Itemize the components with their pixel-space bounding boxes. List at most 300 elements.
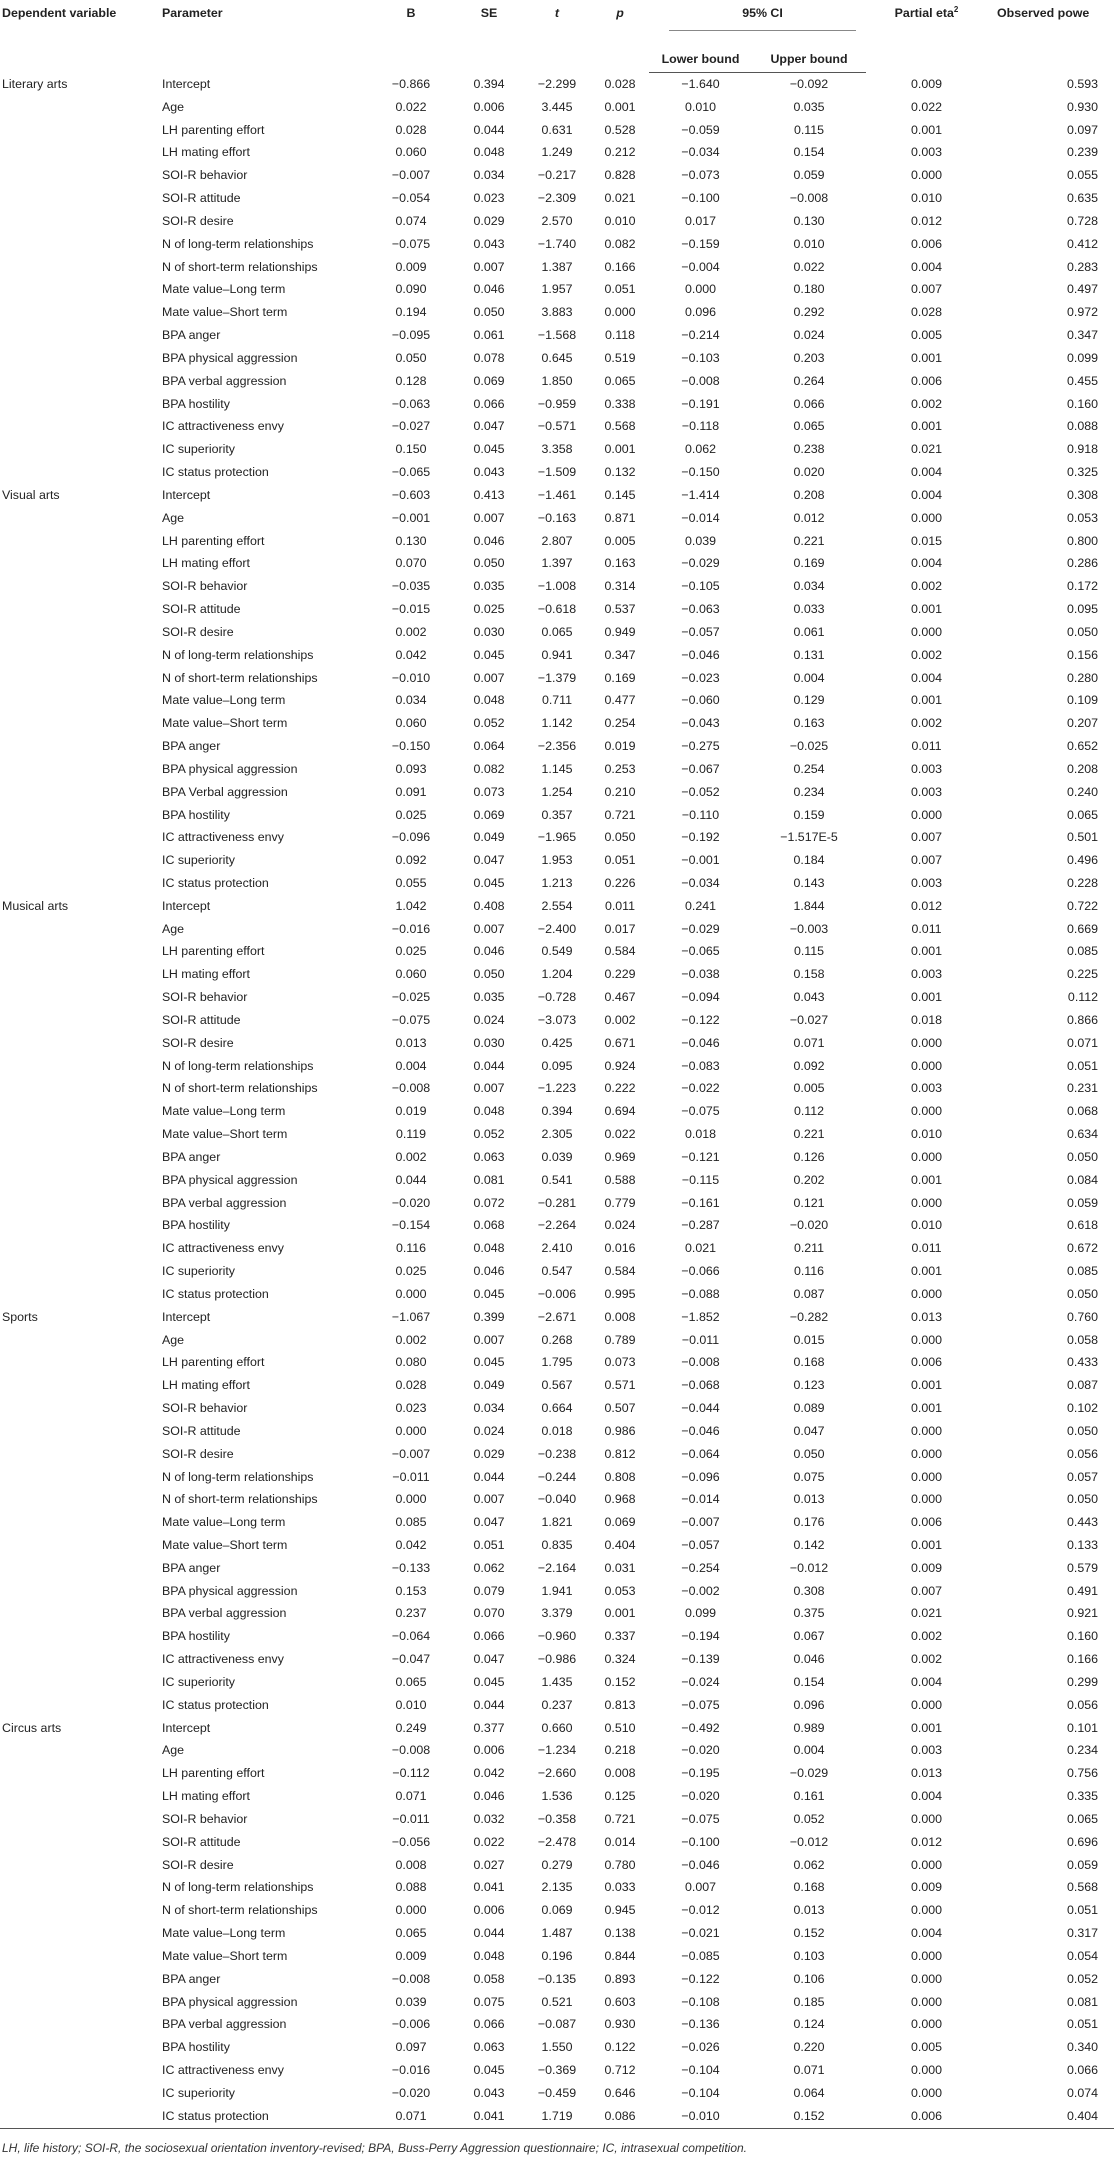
cell-observed-power: 0.618 bbox=[1067, 1218, 1099, 1233]
cell-p: 0.404 bbox=[604, 1538, 636, 1552]
cell-ci-lower: −0.088 bbox=[681, 1286, 720, 1301]
cell-se: 0.079 bbox=[473, 1583, 505, 1598]
cell-se: 0.066 bbox=[473, 396, 505, 411]
cell-ci-upper: 0.035 bbox=[793, 99, 825, 114]
cell-observed-power: 0.101 bbox=[1067, 1720, 1099, 1735]
cell-observed-power: 0.068 bbox=[1067, 1104, 1099, 1119]
cell-ci-upper: 0.103 bbox=[793, 1948, 825, 1963]
cell-p: 0.065 bbox=[604, 373, 636, 388]
cell-observed-power: 0.491 bbox=[1067, 1583, 1099, 1598]
dependent-variable-empty bbox=[0, 1991, 162, 2014]
dependent-variable-empty bbox=[0, 986, 162, 1009]
cell-observed-power: 0.084 bbox=[1067, 1172, 1099, 1187]
cell-b: 0.000 bbox=[395, 1423, 427, 1438]
dependent-variable-empty bbox=[0, 1511, 162, 1534]
cell-partial-eta: 0.022 bbox=[911, 99, 943, 114]
table-row bbox=[0, 1100, 1114, 1123]
cell-ci-lower: −0.065 bbox=[681, 944, 720, 959]
cell-partial-eta: 0.000 bbox=[911, 1994, 943, 2009]
table-row bbox=[0, 507, 1114, 530]
table-row bbox=[0, 1009, 1114, 1032]
cell-se: 0.082 bbox=[473, 761, 505, 776]
cell-parameter: Mate value–Long term bbox=[162, 693, 286, 708]
cell-parameter: BPA physical aggression bbox=[162, 761, 298, 776]
table-row bbox=[0, 1077, 1114, 1100]
cell-p: 0.347 bbox=[604, 647, 636, 662]
cell-t: −1.223 bbox=[537, 1081, 577, 1096]
cell-b: 0.044 bbox=[395, 1172, 427, 1187]
cell-observed-power: 0.579 bbox=[1067, 1560, 1099, 1575]
cell-partial-eta: 0.003 bbox=[911, 784, 943, 799]
dependent-variable-empty bbox=[0, 598, 162, 621]
cell-partial-eta: 0.006 bbox=[911, 1355, 943, 1370]
cell-observed-power: 0.156 bbox=[1067, 647, 1099, 662]
cell-parameter: IC attractiveness envy bbox=[162, 419, 284, 434]
cell-ci-lower: −0.029 bbox=[681, 921, 720, 936]
cell-ci-upper: 0.034 bbox=[793, 579, 825, 594]
cell-ci-upper: −0.012 bbox=[789, 1560, 829, 1575]
cell-ci-lower: −0.034 bbox=[681, 875, 720, 890]
dependent-variable-empty bbox=[0, 1831, 162, 1854]
cell-se: 0.394 bbox=[473, 76, 505, 91]
cell-partial-eta: 0.015 bbox=[911, 533, 943, 548]
cell-p: 0.125 bbox=[604, 1789, 636, 1804]
cell-p: 0.324 bbox=[604, 1652, 636, 1667]
table-row bbox=[0, 301, 1114, 324]
cell-b: 0.060 bbox=[395, 967, 427, 982]
cell-ci-upper: 0.238 bbox=[793, 442, 825, 457]
table-row bbox=[0, 1260, 1114, 1283]
cell-partial-eta: 0.001 bbox=[911, 1264, 943, 1279]
table-row bbox=[0, 461, 1114, 484]
cell-parameter: LH parenting effort bbox=[162, 533, 265, 548]
table-row bbox=[0, 918, 1114, 941]
cell-se: 0.027 bbox=[473, 1857, 505, 1872]
cell-se: 0.035 bbox=[473, 990, 505, 1005]
cell-se: 0.069 bbox=[473, 373, 505, 388]
cell-observed-power: 0.722 bbox=[1067, 898, 1099, 913]
cell-observed-power: 0.325 bbox=[1067, 465, 1099, 480]
cell-se: 0.061 bbox=[473, 328, 505, 343]
cell-observed-power: 0.172 bbox=[1067, 579, 1099, 594]
table-row bbox=[0, 1648, 1114, 1671]
cell-se: 0.048 bbox=[473, 1948, 505, 1963]
cell-parameter: N of long-term relationships bbox=[162, 236, 314, 251]
cell-t: 1.953 bbox=[541, 853, 573, 868]
cell-observed-power: 0.280 bbox=[1067, 670, 1099, 685]
cell-b: −0.035 bbox=[391, 579, 431, 594]
cell-p: 0.001 bbox=[604, 99, 636, 114]
cell-parameter: BPA Verbal aggression bbox=[162, 784, 288, 799]
cell-b: 0.000 bbox=[395, 1286, 427, 1301]
cell-ci-lower: −0.161 bbox=[681, 1195, 720, 1210]
cell-t: 0.941 bbox=[541, 647, 573, 662]
cell-ci-lower: 0.017 bbox=[684, 213, 716, 228]
table-row bbox=[0, 119, 1114, 142]
dependent-variable-empty bbox=[0, 1648, 162, 1671]
cell-ci-lower: 0.007 bbox=[684, 1880, 716, 1895]
cell-ci-upper: 0.066 bbox=[793, 396, 825, 411]
cell-observed-power: 0.433 bbox=[1067, 1355, 1099, 1370]
cell-b: 0.060 bbox=[395, 716, 427, 731]
cell-t: 0.660 bbox=[541, 1720, 573, 1735]
cell-parameter: SOI-R desire bbox=[162, 624, 234, 639]
cell-b: 0.097 bbox=[395, 2040, 427, 2055]
cell-partial-eta: 0.000 bbox=[911, 2085, 943, 2100]
cell-ci-upper: 0.169 bbox=[793, 556, 825, 571]
cell-partial-eta: 0.000 bbox=[911, 1903, 943, 1918]
cell-se: 0.062 bbox=[473, 1560, 505, 1575]
cell-observed-power: 0.317 bbox=[1067, 1926, 1099, 1941]
table-row bbox=[0, 96, 1114, 119]
cell-t: 1.719 bbox=[523, 2105, 591, 2128]
table-row bbox=[0, 1580, 1114, 1603]
cell-p: 0.118 bbox=[604, 328, 636, 343]
cell-partial-eta: 0.000 bbox=[911, 1492, 943, 1507]
cell-t: −0.459 bbox=[537, 2085, 577, 2100]
cell-b: 0.150 bbox=[395, 442, 427, 457]
cell-observed-power: 0.059 bbox=[1067, 1195, 1099, 1210]
cell-t: 2.570 bbox=[541, 213, 573, 228]
cell-b: 0.065 bbox=[395, 1674, 427, 1689]
table-row bbox=[0, 2013, 1114, 2036]
cell-ci-lower: −0.139 bbox=[681, 1652, 720, 1667]
dependent-variable-empty bbox=[0, 96, 162, 119]
cell-p: 0.779 bbox=[604, 1195, 636, 1210]
dependent-variable-empty bbox=[0, 1785, 162, 1808]
cell-observed-power: 0.050 bbox=[1067, 1286, 1099, 1301]
cell-p: 0.082 bbox=[604, 236, 636, 251]
table-header bbox=[0, 0, 1114, 73]
cell-b: −0.047 bbox=[391, 1652, 431, 1667]
cell-se: 0.022 bbox=[473, 1834, 505, 1849]
cell-b: 0.009 bbox=[395, 1948, 427, 1963]
table-row bbox=[0, 1557, 1114, 1580]
table-row bbox=[0, 1625, 1114, 1648]
cell-partial-eta: 0.001 bbox=[911, 122, 943, 137]
cell-partial-eta: 0.002 bbox=[911, 1652, 943, 1667]
cell-observed-power: 0.051 bbox=[1067, 2017, 1099, 2032]
cell-se: 0.048 bbox=[473, 1104, 505, 1119]
cell-se: 0.044 bbox=[473, 122, 505, 137]
table-row bbox=[0, 1055, 1114, 1078]
dependent-variable-empty bbox=[0, 1488, 162, 1511]
cell-ci-lower: −0.066 bbox=[681, 1264, 720, 1279]
cell-ci-upper: 0.062 bbox=[793, 1857, 825, 1872]
cell-t: 1.957 bbox=[541, 282, 573, 297]
cell-observed-power: 0.340 bbox=[1067, 2040, 1099, 2055]
cell-t: 0.541 bbox=[541, 1172, 573, 1187]
cell-partial-eta: 0.001 bbox=[911, 1538, 943, 1552]
cell-partial-eta: 0.000 bbox=[911, 624, 943, 639]
cell-t: −2.164 bbox=[537, 1560, 577, 1575]
cell-b: −0.020 bbox=[391, 1195, 431, 1210]
cell-b: 0.004 bbox=[395, 1058, 427, 1073]
cell-ci-lower: −0.014 bbox=[681, 1492, 720, 1507]
dependent-variable-empty bbox=[0, 461, 162, 484]
cell-partial-eta: 0.006 bbox=[911, 1515, 943, 1530]
cell-p: 0.138 bbox=[604, 1926, 636, 1941]
cell-b: 0.194 bbox=[395, 305, 427, 320]
cell-se: 0.024 bbox=[473, 1012, 505, 1027]
table-row bbox=[0, 278, 1114, 301]
cell-partial-eta: 0.010 bbox=[911, 1218, 943, 1233]
cell-t: −2.478 bbox=[537, 1834, 577, 1849]
dependent-variable-label: Literary arts bbox=[2, 76, 68, 91]
cell-observed-power: 0.760 bbox=[1067, 1309, 1099, 1324]
cell-t: 1.142 bbox=[541, 716, 573, 731]
table-row bbox=[0, 1511, 1114, 1534]
header-parameter: Parameter bbox=[162, 6, 223, 20]
cell-t: −0.618 bbox=[537, 602, 577, 617]
cell-ci-upper: 0.375 bbox=[793, 1606, 825, 1621]
cell-ci-upper: 0.211 bbox=[793, 1241, 825, 1256]
cell-parameter: SOI-R desire bbox=[162, 213, 234, 228]
cell-ci-upper: 0.163 bbox=[793, 716, 825, 731]
dependent-variable-empty bbox=[0, 210, 162, 233]
cell-b: 0.088 bbox=[395, 1880, 427, 1895]
cell-ci-upper: −1.517E-5 bbox=[780, 830, 838, 845]
cell-ci-upper: 0.013 bbox=[793, 1903, 825, 1918]
cell-parameter: Mate value–Long term bbox=[162, 1104, 286, 1119]
cell-p: 0.152 bbox=[604, 1674, 636, 1689]
dependent-variable-empty bbox=[0, 918, 162, 941]
cell-t: 2.410 bbox=[541, 1241, 573, 1256]
cell-observed-power: 0.412 bbox=[1067, 236, 1099, 251]
cell-partial-eta: 0.000 bbox=[911, 1446, 943, 1461]
table-row bbox=[0, 210, 1114, 233]
cell-se: 0.007 bbox=[473, 259, 505, 274]
dependent-variable-empty bbox=[0, 804, 162, 827]
cell-b: 0.065 bbox=[395, 1926, 427, 1941]
cell-observed-power: 0.240 bbox=[1067, 784, 1099, 799]
cell-se: 0.006 bbox=[473, 1903, 505, 1918]
table-row bbox=[0, 1831, 1114, 1854]
cell-observed-power: 0.056 bbox=[1067, 1446, 1099, 1461]
cell-t: 1.213 bbox=[541, 875, 573, 890]
cell-b: −0.075 bbox=[391, 1012, 431, 1027]
cell-partial-eta: 0.011 bbox=[911, 921, 942, 936]
cell-observed-power: 0.052 bbox=[1067, 1971, 1099, 1986]
dependent-variable-empty bbox=[0, 689, 162, 712]
dependent-variable-empty bbox=[0, 438, 162, 461]
cell-observed-power: 0.756 bbox=[1067, 1766, 1099, 1781]
cell-b: 0.022 bbox=[395, 99, 427, 114]
cell-observed-power: 0.081 bbox=[1067, 1994, 1099, 2009]
cell-partial-eta: 0.002 bbox=[911, 396, 943, 411]
cell-p: 0.671 bbox=[604, 1035, 636, 1050]
cell-b: 0.025 bbox=[395, 944, 427, 959]
cell-observed-power: 0.930 bbox=[1067, 99, 1099, 114]
dependent-variable-empty bbox=[0, 415, 162, 438]
table-row bbox=[0, 1922, 1114, 1945]
cell-p: 0.930 bbox=[604, 2017, 636, 2032]
cell-parameter: Mate value–Short term bbox=[162, 305, 288, 320]
cell-partial-eta: 0.005 bbox=[911, 2040, 943, 2055]
cell-ci-lower: −0.044 bbox=[681, 1401, 720, 1416]
cell-ci-lower: −0.067 bbox=[681, 761, 720, 776]
cell-t: −1.008 bbox=[537, 579, 577, 594]
cell-parameter: BPA verbal aggression bbox=[162, 373, 287, 388]
cell-observed-power: 0.231 bbox=[1067, 1081, 1099, 1096]
cell-p: 0.519 bbox=[604, 350, 636, 365]
cell-ci-lower: −0.075 bbox=[681, 1104, 720, 1119]
cell-observed-power: 0.065 bbox=[1067, 1811, 1099, 1826]
cell-partial-eta: 0.010 bbox=[911, 1127, 943, 1142]
cell-t: 2.305 bbox=[541, 1127, 573, 1142]
cell-partial-eta: 0.012 bbox=[911, 898, 943, 913]
table-row bbox=[0, 141, 1114, 164]
cell-ci-upper: −0.003 bbox=[789, 921, 829, 936]
cell-parameter: N of short-term relationships bbox=[162, 670, 318, 685]
dependent-variable-empty bbox=[0, 278, 162, 301]
dependent-variable-empty bbox=[0, 1009, 162, 1032]
cell-b: 0.025 bbox=[395, 807, 427, 822]
cell-parameter: IC status protection bbox=[162, 875, 269, 890]
table-row bbox=[0, 826, 1114, 849]
cell-parameter: N of short-term relationships bbox=[162, 1903, 318, 1918]
cell-partial-eta: 0.001 bbox=[911, 1378, 943, 1393]
cell-se: 0.066 bbox=[473, 2017, 505, 2032]
cell-ci-upper: 0.005 bbox=[793, 1081, 825, 1096]
cell-t: 0.711 bbox=[541, 693, 573, 708]
cell-observed-power: 0.054 bbox=[1067, 1948, 1099, 1963]
cell-parameter: Mate value–Short term bbox=[162, 1948, 288, 1963]
cell-ci-upper: 0.168 bbox=[793, 1355, 825, 1370]
cell-p: 0.588 bbox=[604, 1172, 636, 1187]
cell-p: 0.028 bbox=[604, 76, 636, 91]
cell-partial-eta: 0.000 bbox=[911, 168, 943, 183]
cell-t: −0.281 bbox=[537, 1195, 577, 1210]
dependent-variable-empty bbox=[0, 1854, 162, 1877]
table-row bbox=[0, 1466, 1114, 1489]
cell-ci-lower: −0.105 bbox=[681, 579, 720, 594]
cell-p: 0.721 bbox=[604, 1811, 636, 1826]
cell-ci-upper: 0.221 bbox=[793, 1127, 825, 1142]
cell-ci-lower: −0.046 bbox=[681, 1423, 720, 1438]
cell-p: 0.010 bbox=[604, 213, 636, 228]
cell-ci-lower: −0.085 bbox=[681, 1948, 720, 1963]
cell-t: 0.645 bbox=[541, 350, 573, 365]
table-row bbox=[0, 621, 1114, 644]
cell-b: −0.016 bbox=[391, 2063, 431, 2078]
cell-t: 1.795 bbox=[541, 1355, 573, 1370]
cell-parameter: BPA physical aggression bbox=[162, 1172, 298, 1187]
cell-p: 0.338 bbox=[604, 396, 636, 411]
cell-p: 0.969 bbox=[604, 1149, 636, 1164]
cell-se: 0.032 bbox=[473, 1811, 505, 1826]
cell-p: 0.001 bbox=[604, 442, 636, 457]
cell-partial-eta: 0.001 bbox=[911, 350, 943, 365]
dependent-variable-empty bbox=[0, 872, 162, 895]
cell-partial-eta: 0.006 bbox=[866, 2105, 987, 2128]
cell-t: −0.959 bbox=[537, 396, 577, 411]
table-row bbox=[0, 1694, 1114, 1717]
cell-ci-upper: 0.203 bbox=[793, 350, 825, 365]
cell-observed-power: 0.087 bbox=[1067, 1378, 1099, 1393]
cell-b: 0.023 bbox=[395, 1401, 427, 1416]
table-row bbox=[0, 1306, 1114, 1329]
table-row bbox=[0, 1123, 1114, 1146]
cell-observed-power: 0.239 bbox=[1067, 145, 1099, 160]
cell-parameter: BPA anger bbox=[162, 1560, 221, 1575]
cell-observed-power: 0.050 bbox=[1067, 624, 1099, 639]
cell-ci-upper: 0.067 bbox=[793, 1629, 825, 1644]
cell-parameter: IC superiority bbox=[162, 2085, 235, 2100]
dependent-variable-empty bbox=[0, 1077, 162, 1100]
cell-b: 0.237 bbox=[395, 1606, 427, 1621]
cell-partial-eta: 0.000 bbox=[911, 1423, 943, 1438]
cell-t: 0.279 bbox=[541, 1857, 573, 1872]
dependent-variable-empty bbox=[0, 1055, 162, 1078]
cell-p: 0.024 bbox=[604, 1218, 636, 1233]
cell-t: 0.237 bbox=[541, 1697, 573, 1712]
cell-ci-lower: −0.022 bbox=[681, 1081, 720, 1096]
cell-t: 0.835 bbox=[541, 1538, 573, 1552]
cell-t: 1.941 bbox=[541, 1583, 573, 1598]
cell-p: 0.008 bbox=[604, 1766, 636, 1781]
cell-p: 0.603 bbox=[604, 1994, 636, 2009]
dependent-variable-empty bbox=[0, 1123, 162, 1146]
dependent-variable-empty bbox=[0, 1146, 162, 1169]
cell-observed-power: 0.085 bbox=[1067, 1264, 1099, 1279]
cell-parameter: IC superiority bbox=[162, 853, 235, 868]
cell-ci-lower: −0.026 bbox=[681, 2040, 720, 2055]
cell-p: 0.584 bbox=[604, 944, 636, 959]
table-row bbox=[0, 667, 1114, 690]
table-row bbox=[0, 1968, 1114, 1991]
cell-ci-lower: −0.010 bbox=[649, 2105, 752, 2128]
cell-ci-upper: 0.176 bbox=[793, 1515, 825, 1530]
cell-ci-lower: −0.108 bbox=[681, 1994, 720, 2009]
table-row bbox=[0, 1785, 1114, 1808]
cell-partial-eta: 0.000 bbox=[911, 510, 943, 525]
table-row bbox=[0, 689, 1114, 712]
cell-se: 0.050 bbox=[473, 305, 505, 320]
dependent-variable-empty bbox=[0, 1420, 162, 1443]
dependent-variable-empty bbox=[0, 1671, 162, 1694]
cell-b: 0.009 bbox=[395, 259, 427, 274]
cell-ci-lower: 0.062 bbox=[684, 442, 716, 457]
cell-ci-upper: 0.221 bbox=[793, 533, 825, 548]
cell-ci-upper: 0.071 bbox=[793, 2063, 825, 2078]
cell-se: 0.007 bbox=[473, 1081, 505, 1096]
cell-parameter: SOI-R desire bbox=[162, 1857, 234, 1872]
cell-b: 0.000 bbox=[395, 1492, 427, 1507]
cell-p: 0.571 bbox=[604, 1378, 636, 1393]
cell-p: 0.528 bbox=[604, 122, 636, 137]
cell-ci-upper: −0.020 bbox=[789, 1218, 829, 1233]
cell-p: 0.721 bbox=[604, 807, 636, 822]
cell-observed-power: 0.050 bbox=[1067, 1149, 1099, 1164]
cell-ci-lower: −0.029 bbox=[681, 556, 720, 571]
cell-ci-lower: −0.038 bbox=[681, 967, 720, 982]
cell-ci-upper: 0.087 bbox=[793, 1286, 825, 1301]
cell-ci-lower: −0.046 bbox=[681, 647, 720, 662]
dependent-variable-empty bbox=[0, 1032, 162, 1055]
dependent-variable-empty bbox=[0, 826, 162, 849]
table-row bbox=[0, 1192, 1114, 1215]
cell-ci-upper: 0.126 bbox=[793, 1149, 825, 1164]
table-row bbox=[0, 735, 1114, 758]
cell-t: −0.087 bbox=[537, 2017, 577, 2032]
cell-ci-upper: 0.022 bbox=[793, 259, 825, 274]
cell-observed-power: 0.404 bbox=[987, 2105, 1114, 2128]
cell-se: 0.045 bbox=[473, 1355, 505, 1370]
cell-se: 0.075 bbox=[473, 1994, 505, 2009]
cell-parameter: SOI-R desire bbox=[162, 1446, 234, 1461]
cell-p: 0.014 bbox=[604, 1834, 636, 1849]
